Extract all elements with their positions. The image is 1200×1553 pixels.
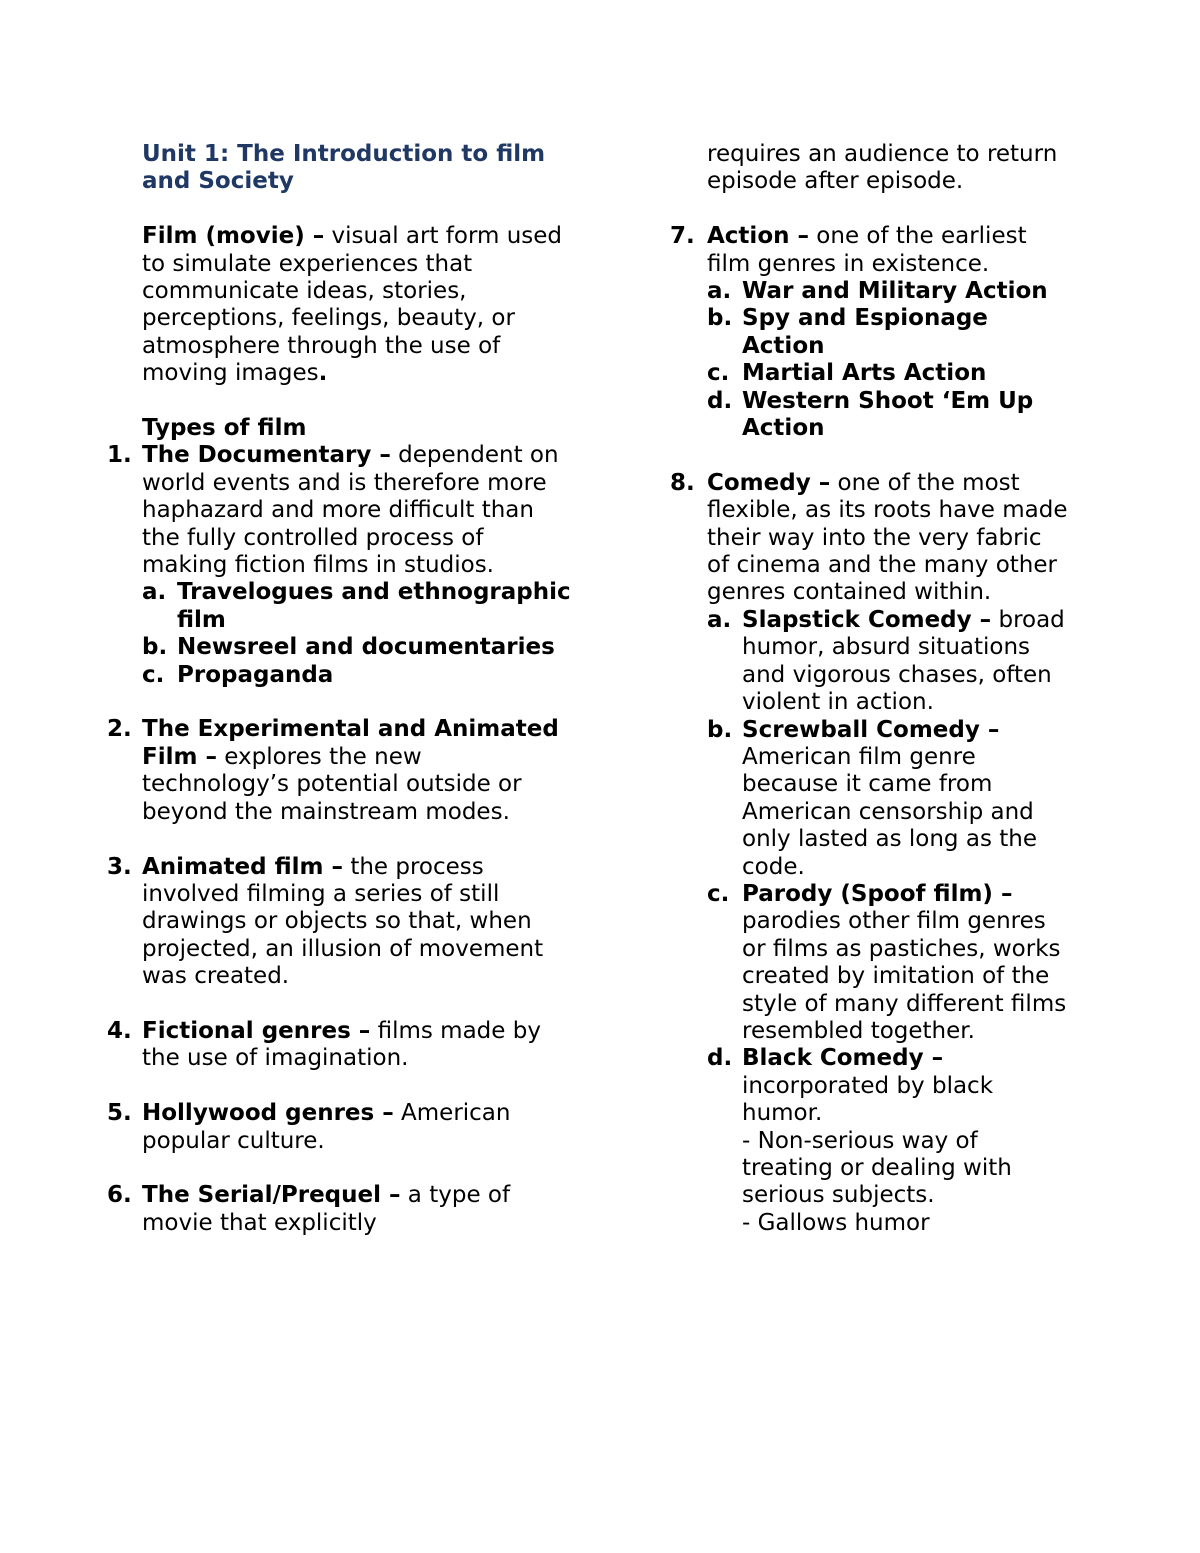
sub-term: Slapstick Comedy – [742, 606, 992, 633]
sub-item-b [707, 717, 1070, 881]
list-item-3 [72, 854, 572, 991]
sub-item-a [142, 579, 572, 634]
sub-text: Spy and Espionage Action [742, 305, 988, 359]
sub-extra-2: - Gallows humor [742, 1209, 930, 1236]
sub-item-a [707, 607, 1070, 717]
sub-letter: d. [707, 1045, 733, 1072]
list-item-2 [72, 716, 572, 826]
item-def: films made by the use of imagination. [142, 1017, 541, 1072]
item-number: 7. [670, 223, 695, 250]
item-def: a type of movie that explicitly [142, 1182, 511, 1236]
item-number: 8. [670, 469, 695, 496]
film-def-end: . [318, 360, 328, 387]
sub-letter: b. [142, 634, 168, 661]
item-term: Animated film – [142, 853, 344, 880]
item-def: explores the new technology’s potential outside or beyond the mainstream modes. [142, 743, 522, 825]
sub-letter: c. [707, 360, 730, 387]
item-term: Fictional genres – [142, 1017, 371, 1044]
right-column [670, 141, 1070, 1237]
unit-title-line1: Unit 1: The Introduction to film [142, 141, 546, 167]
sub-text: Travelogues and ethnographic film [177, 579, 571, 633]
sub-text: Propaganda [177, 661, 334, 688]
item-number: 4. [107, 1017, 132, 1044]
list-item-7 [670, 223, 1070, 442]
item-term: Hollywood genres – [142, 1100, 394, 1127]
sub-letter: a. [707, 278, 732, 305]
sub-item-a [707, 278, 1070, 305]
item-def: the process involved filming a series of still drawings or objects so that, when projected, an illusion of movement was created. [142, 853, 544, 990]
list-item-8 [670, 470, 1070, 1237]
sub-term: Screwball Comedy – [742, 716, 1000, 743]
item-term: The Documentary – [142, 442, 391, 469]
item-number: 5. [107, 1100, 132, 1127]
item-term: Action – [707, 223, 809, 250]
sub-item-b [142, 634, 572, 661]
list-item-5 [72, 1100, 572, 1155]
item-def: dependent on world events and is therefore more haphazard and more difficult than the fully controlled process of making fiction films in studios. [142, 442, 559, 579]
item-term: The Experimental and Animated Film – [142, 716, 559, 770]
item-number: 3. [107, 853, 132, 880]
types-heading: Types of film [142, 415, 307, 442]
list-item-1 [72, 442, 572, 689]
item-term: Comedy – [707, 469, 831, 496]
sub-item-c [707, 360, 1070, 387]
sub-text: Western Shoot ‘Em Up Action [742, 387, 1034, 442]
sub-item-d [707, 1045, 1070, 1237]
sub-extra-1: - Non-serious way of treating or dealing with serious subjects. [742, 1127, 1012, 1209]
sub-item-c [142, 662, 572, 689]
sub-text: War and Military Action [742, 278, 1048, 305]
item-number: 1. [107, 442, 132, 469]
sub-item-b [707, 305, 1070, 360]
film-term: Film (movie) – [142, 223, 325, 250]
sub-letter: b. [707, 716, 733, 743]
sub-item-c [707, 881, 1070, 1045]
sub-letter: c. [707, 880, 730, 907]
sub-term: Black Comedy – [742, 1045, 944, 1072]
item-6-continuation: requires an audience to return episode after episode. [707, 141, 1058, 195]
sub-def: parodies other film genres or films as pastiches, works created by imitation of the style of many different films resembled together. [742, 908, 1067, 1044]
sub-text: Martial Arts Action [742, 360, 987, 387]
item-def: American popular culture. [142, 1100, 511, 1154]
sub-letter: c. [142, 661, 165, 688]
list-item-6 [72, 1182, 572, 1237]
item-term: The Serial/Prequel – [142, 1182, 401, 1209]
list-item-4 [72, 1018, 572, 1073]
sub-item-d [707, 388, 1070, 443]
film-def: visual art form used to simulate experiences that communicate ideas, stories, perceptions, feelings, beauty, or atmosphere through the use of moving images [142, 223, 563, 387]
film-definition [142, 223, 572, 387]
sub-letter: b. [707, 305, 733, 332]
unit-title-line2: and Society [142, 168, 294, 195]
item-def: one of the most flexible, as its roots have made their way into the very fabric of cinema and the many other genres contained within. [707, 469, 1068, 606]
sub-letter: a. [707, 606, 732, 633]
item-number: 2. [107, 716, 132, 743]
sub-def: American film genre because it came from American censorship and only lasted as long as the code. [742, 743, 1037, 880]
item-def: one of the earliest film genres in existence. [707, 223, 1027, 277]
sub-letter: d. [707, 387, 733, 414]
sub-term: Parody (Spoof film) – [742, 880, 1013, 907]
left-column [107, 141, 572, 1237]
sub-text: Newsreel and documentaries [177, 634, 555, 661]
sub-def: incorporated by black humor. [742, 1072, 994, 1127]
unit-title [142, 141, 572, 196]
item-number: 6. [107, 1182, 132, 1209]
sub-letter: a. [142, 579, 167, 606]
sub-def: broad humor, absurd situations and vigorous chases, often violent in action. [742, 606, 1065, 716]
